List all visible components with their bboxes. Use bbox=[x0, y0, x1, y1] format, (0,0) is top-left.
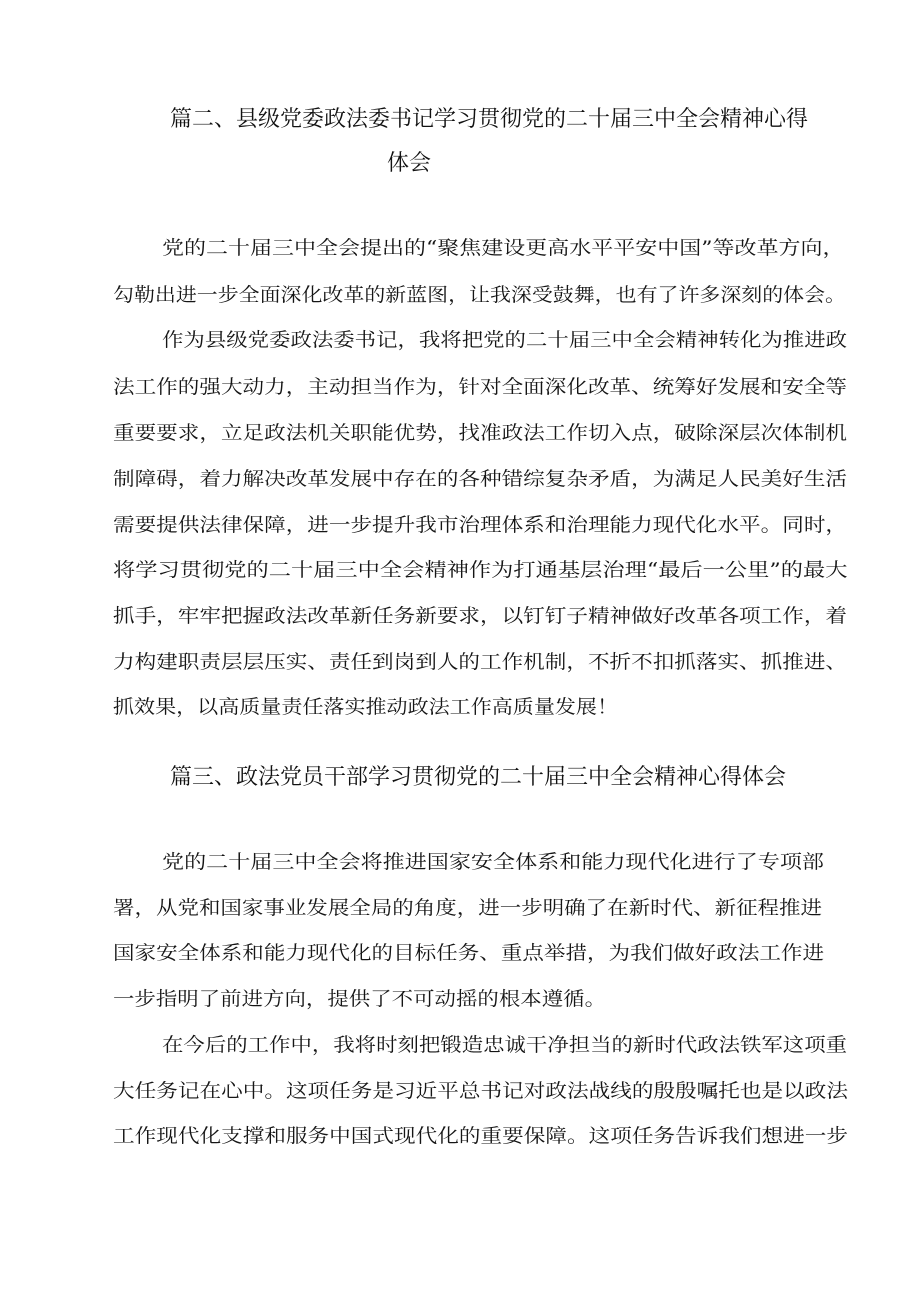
section2-p2-line: 重要要求，立足政法机关职能优势，找准政法工作切入点，破除深层次体制机 bbox=[113, 422, 848, 444]
section2-p2-line: 法工作的强大动力，主动担当作为，针对全面深化改革、统筹好发展和安全等 bbox=[113, 376, 848, 398]
section3-p1-line: 党的二十届三中全会将推进国家安全体系和能力现代化进行了专项部 bbox=[162, 851, 825, 873]
section3-p2-line: 在今后的工作中，我将时刻把锻造忠诚干净担当的新时代政法铁军这项重 bbox=[162, 1034, 848, 1056]
section3-p2-line: 工作现代化支撑和服务中国式现代化的重要保障。这项任务告诉我们想进一步 bbox=[113, 1125, 849, 1147]
section2-p2-line: 作为县级党委政法委书记，我将把党的二十届三中全会精神转化为推进政 bbox=[162, 329, 848, 351]
section2-p1-line: 勾勒出进一步全面深化改革的新蓝图，让我深受鼓舞，也有了许多深刻的体会。 bbox=[113, 284, 847, 306]
section2-title-line1: 篇二、县级党委政法委书记学习贯彻党的二十届三中全会精神心得 bbox=[170, 107, 809, 132]
section2-p2-line: 需要提供法律保障，进一步提升我市治理体系和治理能力现代化水平。同时， bbox=[113, 514, 848, 536]
section2-p2-line: 抓手，牢牢把握政法改革新任务新要求，以钉钉子精神做好改革各项工作，着 bbox=[113, 605, 848, 627]
section2-p2-line: 将学习贯彻党的二十届三中全会精神作为打通基层治理“最后一公里”的最大 bbox=[113, 559, 848, 581]
section3-p1-line: 署，从党和国家事业发展全局的角度，进一步明确了在新时代、新征程推进 bbox=[113, 897, 823, 919]
section2-p2-line: 制障碍，着力解决改革发展中存在的各种错综复杂矛盾，为满足人民美好生活 bbox=[113, 468, 848, 490]
section2-p2-line: 抓效果，以高质量责任落实推动政法工作高质量发展！ bbox=[113, 696, 619, 718]
section3-p1-line: 国家安全体系和能力现代化的目标任务、重点举措，为我们做好政法工作进 bbox=[113, 942, 825, 964]
section2-p1-line: 党的二十届三中全会提出的“聚焦建设更高水平平安中国”等改革方向， bbox=[162, 237, 845, 259]
section3-p1-line: 一步指明了前进方向，提供了不可动摇的根本遵循。 bbox=[113, 988, 607, 1010]
section3-title: 篇三、政法党员干部学习贯彻党的二十届三中全会精神心得体会 bbox=[170, 765, 787, 790]
section2-title-line2: 体会 bbox=[387, 151, 432, 176]
section3-p2-line: 大任务记在心中。这项任务是习近平总书记对政法战线的殷殷嘱托也是以政法 bbox=[113, 1080, 849, 1102]
section2-p2-line: 力构建职责层层压实、责任到岗到人的工作机制，不折不扣抓落实、抓推进、 bbox=[113, 651, 848, 673]
